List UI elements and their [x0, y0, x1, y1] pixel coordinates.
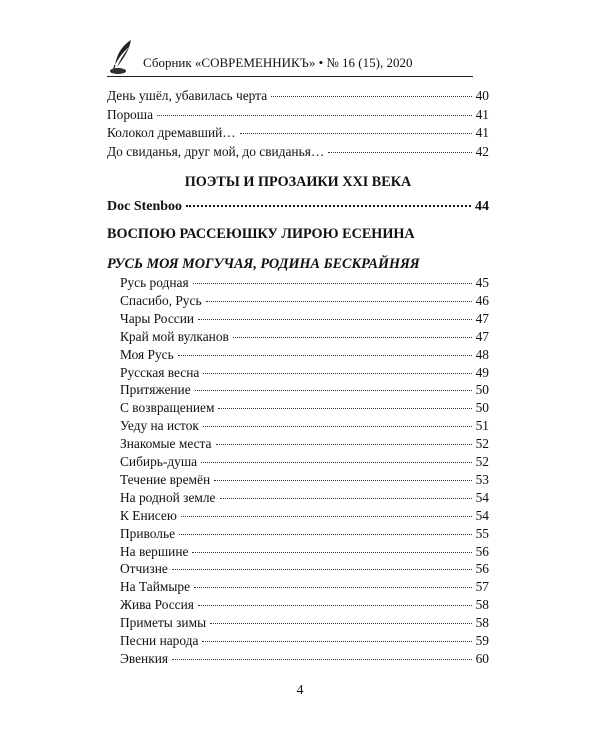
toc-entry-leader: [178, 355, 472, 356]
toc-entry-page: 56: [475, 561, 489, 577]
toc-entry-leader: [172, 659, 472, 660]
toc-entry[interactable]: [120, 633, 489, 649]
toc-entry-leader: [210, 623, 472, 624]
toc-entry-leader: [240, 133, 472, 134]
toc-entry-leader: [328, 152, 471, 153]
toc-entry-leader: [216, 444, 472, 445]
toc-entry-page: 52: [475, 436, 489, 452]
toc-entry-leader: [206, 301, 472, 302]
toc-entry-leader: [271, 96, 471, 97]
toc-entry-page: 45: [475, 275, 489, 290]
toc-entry-leader: [192, 552, 471, 553]
toc-entry-page: 47: [475, 328, 489, 344]
toc-entry-title: Уеду на исток: [120, 418, 199, 434]
toc-entry-page: 47: [475, 310, 489, 326]
toc-entry-title: Моя Русь: [120, 346, 174, 362]
header-title: Сборник «СОВРЕМЕННИКЪ» • № 16 (15), 2020: [143, 55, 413, 70]
toc-entry[interactable]: [120, 454, 489, 470]
toc-entry-title: Эвенкия: [120, 650, 169, 666]
toc-entry-leader: [157, 115, 472, 116]
toc-entry[interactable]: [120, 544, 489, 560]
toc-entry-title: Приметы зимы: [120, 615, 207, 631]
toc-entry-title: Русь родная: [120, 275, 189, 290]
toc-entry[interactable]: [120, 526, 489, 542]
toc-entry-page: 48: [475, 346, 489, 362]
toc-entry[interactable]: [120, 365, 489, 381]
toc-entry-page: 56: [475, 543, 489, 559]
toc-entry-leader: [214, 480, 471, 481]
toc-entry-leader: [203, 373, 471, 374]
toc-entry-leader: [198, 319, 472, 320]
toc-entry-page: 50: [475, 382, 489, 398]
toc-entry-title: Русская весна: [120, 364, 200, 380]
toc-entry-page: 57: [475, 579, 489, 595]
page-number: 4: [296, 683, 304, 698]
toc-entry-title: Знакомые места: [120, 436, 212, 452]
toc-entry-title: Колокол дремавший…: [107, 125, 236, 140]
toc-entry-leader: [179, 534, 472, 535]
toc-entry-page: 46: [475, 292, 489, 308]
toc-entry-page: 59: [475, 633, 489, 648]
quill-inkwell-icon: [107, 39, 137, 75]
toc-entry-title: Песни народа: [120, 633, 199, 648]
toc-entry[interactable]: [107, 125, 489, 141]
toc-entry-leader: [198, 605, 472, 606]
toc-entry[interactable]: [120, 382, 489, 398]
toc-entry-title: Течение времён: [120, 471, 211, 487]
toc-entry[interactable]: [120, 275, 489, 291]
toc-entry-leader: [195, 390, 472, 391]
toc-entry-page: 40: [475, 88, 489, 103]
toc-entry-leader: [201, 462, 472, 463]
toc-entry-page: 41: [475, 125, 489, 140]
toc-entry-page: 44: [475, 199, 489, 214]
toc-entry-page: 55: [475, 525, 489, 541]
toc-entry-page: 54: [475, 489, 489, 505]
toc-entry-leader: [194, 587, 472, 588]
toc-entry-page: 53: [475, 471, 489, 487]
toc-entry-page: 54: [475, 507, 489, 523]
toc-entry-title: День ушёл, убавилась черта: [107, 88, 268, 103]
toc-entry-page: 42: [475, 143, 489, 159]
toc-entry[interactable]: [120, 561, 489, 577]
toc-entry-leader: [218, 408, 471, 409]
toc-entry-leader: [202, 641, 471, 642]
toc-entry[interactable]: [107, 107, 489, 123]
toc-entry[interactable]: [120, 400, 489, 416]
toc-entry[interactable]: [120, 347, 489, 363]
toc-entry-leader: [220, 498, 472, 499]
toc-entry[interactable]: [120, 579, 489, 595]
header-rule: [107, 76, 473, 77]
toc-entry-title: Приволье: [120, 525, 176, 541]
toc-entry[interactable]: [120, 615, 489, 631]
toc-entry[interactable]: [120, 418, 489, 434]
toc-entry[interactable]: [120, 472, 489, 488]
toc-entry-leader: [203, 426, 472, 427]
toc-entry-title: До свиданья, друг мой, до свиданья…: [107, 143, 325, 159]
toc-entry-page: 49: [475, 364, 489, 380]
toc-entry-leader: [186, 205, 471, 207]
toc-entry-page: 60: [475, 650, 489, 666]
toc-entry-author[interactable]: [107, 199, 489, 215]
toc-entry-leader: [233, 337, 472, 338]
section-heading-esenin: ВОСПОЮ РАССЕЮШКУ ЛИРОЮ ЕСЕНИНА: [107, 226, 415, 242]
toc-entry-title: Спасибо, Русь: [120, 292, 202, 308]
toc-entry[interactable]: [120, 490, 489, 506]
toc-entry-page: 51: [475, 418, 489, 434]
toc-entry-title: Чары России: [120, 310, 195, 326]
toc-entry[interactable]: [120, 651, 489, 667]
toc-entry-title: На вершине: [120, 543, 189, 559]
toc-entry[interactable]: [120, 311, 489, 327]
toc-entry-title: К Енисею: [120, 507, 177, 523]
running-header: [107, 39, 473, 75]
toc-entry-title: Край мой вулканов: [120, 328, 229, 344]
toc-entry[interactable]: [120, 293, 489, 309]
section-heading-poets: ПОЭТЫ И ПРОЗАИКИ XXI ВЕКА: [184, 174, 412, 190]
toc-entry[interactable]: [120, 597, 489, 613]
toc-entry[interactable]: [120, 436, 489, 452]
toc-entry-leader: [193, 283, 472, 284]
toc-entry-page: 41: [475, 106, 489, 122]
toc-entry[interactable]: [120, 508, 489, 524]
toc-entry-title: Сибирь-душа: [120, 454, 198, 469]
toc-entry-title: На родной земле: [120, 489, 216, 505]
toc-entry-leader: [181, 516, 472, 517]
toc-entry[interactable]: [107, 88, 489, 104]
section-heading-rus: РУСЬ МОЯ МОГУЧАЯ, РОДИНА БЕСКРАЙНЯЯ: [107, 256, 420, 272]
toc-entry-title: На Таймыре: [120, 579, 191, 595]
toc-entry-page: 52: [475, 454, 489, 469]
toc-entry-title: Пороша: [107, 106, 154, 122]
toc-entry-page: 50: [475, 400, 489, 416]
toc-entry-title: Doc Stenboo: [107, 199, 183, 214]
toc-entry[interactable]: [107, 144, 489, 160]
toc-entry-title: Жива Россия: [120, 597, 194, 613]
toc-entry[interactable]: [120, 329, 489, 345]
toc-entry-page: 58: [475, 597, 489, 613]
toc-entry-title: Отчизне: [120, 561, 168, 577]
toc-entry-title: С возвращением: [120, 400, 215, 416]
toc-entry-title: Притяжение: [120, 382, 191, 398]
toc-entry-page: 58: [475, 615, 489, 631]
toc-entry-leader: [172, 569, 472, 570]
